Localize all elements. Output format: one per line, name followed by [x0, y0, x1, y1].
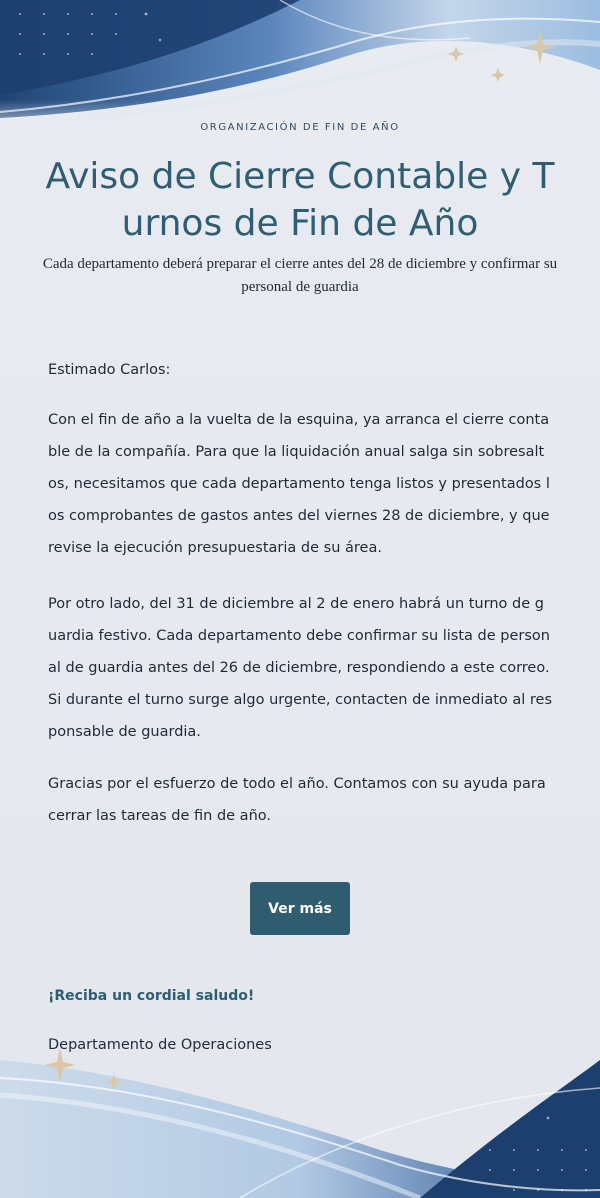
email-subtitle: Cada departamento deberá preparar el cierre antes del 28 de diciembre y confirmar su personal de guardia: [42, 256, 558, 295]
sender-name: Departamento de Operaciones: [48, 1037, 272, 1053]
body-paragraph-1: Con el fin de año a la vuelta de la esquina, ya arranca el cierre contable de la compañía. Para que la liquidación anual salga sin sobresaltos, necesitamos que cada departamento tenga listos y presentados los comprobantes de gastos antes del viernes 28 de diciembre, y que revise la ejecución presupuestaria de su área.: [48, 412, 550, 556]
eyebrow-label: ORGANIZACIÓN DE FIN DE AÑO: [200, 122, 400, 133]
signoff: ¡Reciba un cordial saludo!: [48, 988, 255, 1004]
decorative-banner-bottom: [0, 1000, 600, 1198]
ver-mas-button[interactable]: Ver más: [250, 882, 350, 935]
decorative-banner-top: [0, 0, 600, 140]
body-paragraph-3: Gracias por el esfuerzo de todo el año. Contamos con su ayuda para cerrar las tareas de fin de año.: [48, 776, 546, 824]
greeting: Estimado Carlos:: [48, 362, 171, 378]
body-paragraph-2: Por otro lado, del 31 de diciembre al 2 de enero habrá un turno de guardia festivo. Cada departamento debe confirmar su lista de personal de guardia antes del 26 de diciembre, respondiendo a este correo. Si durante el turno surge algo urgente, contacten de inmediato al responsable de guardia.: [48, 596, 553, 740]
email-title: Aviso de Cierre Contable y Turnos de Fin de Año: [45, 156, 555, 244]
